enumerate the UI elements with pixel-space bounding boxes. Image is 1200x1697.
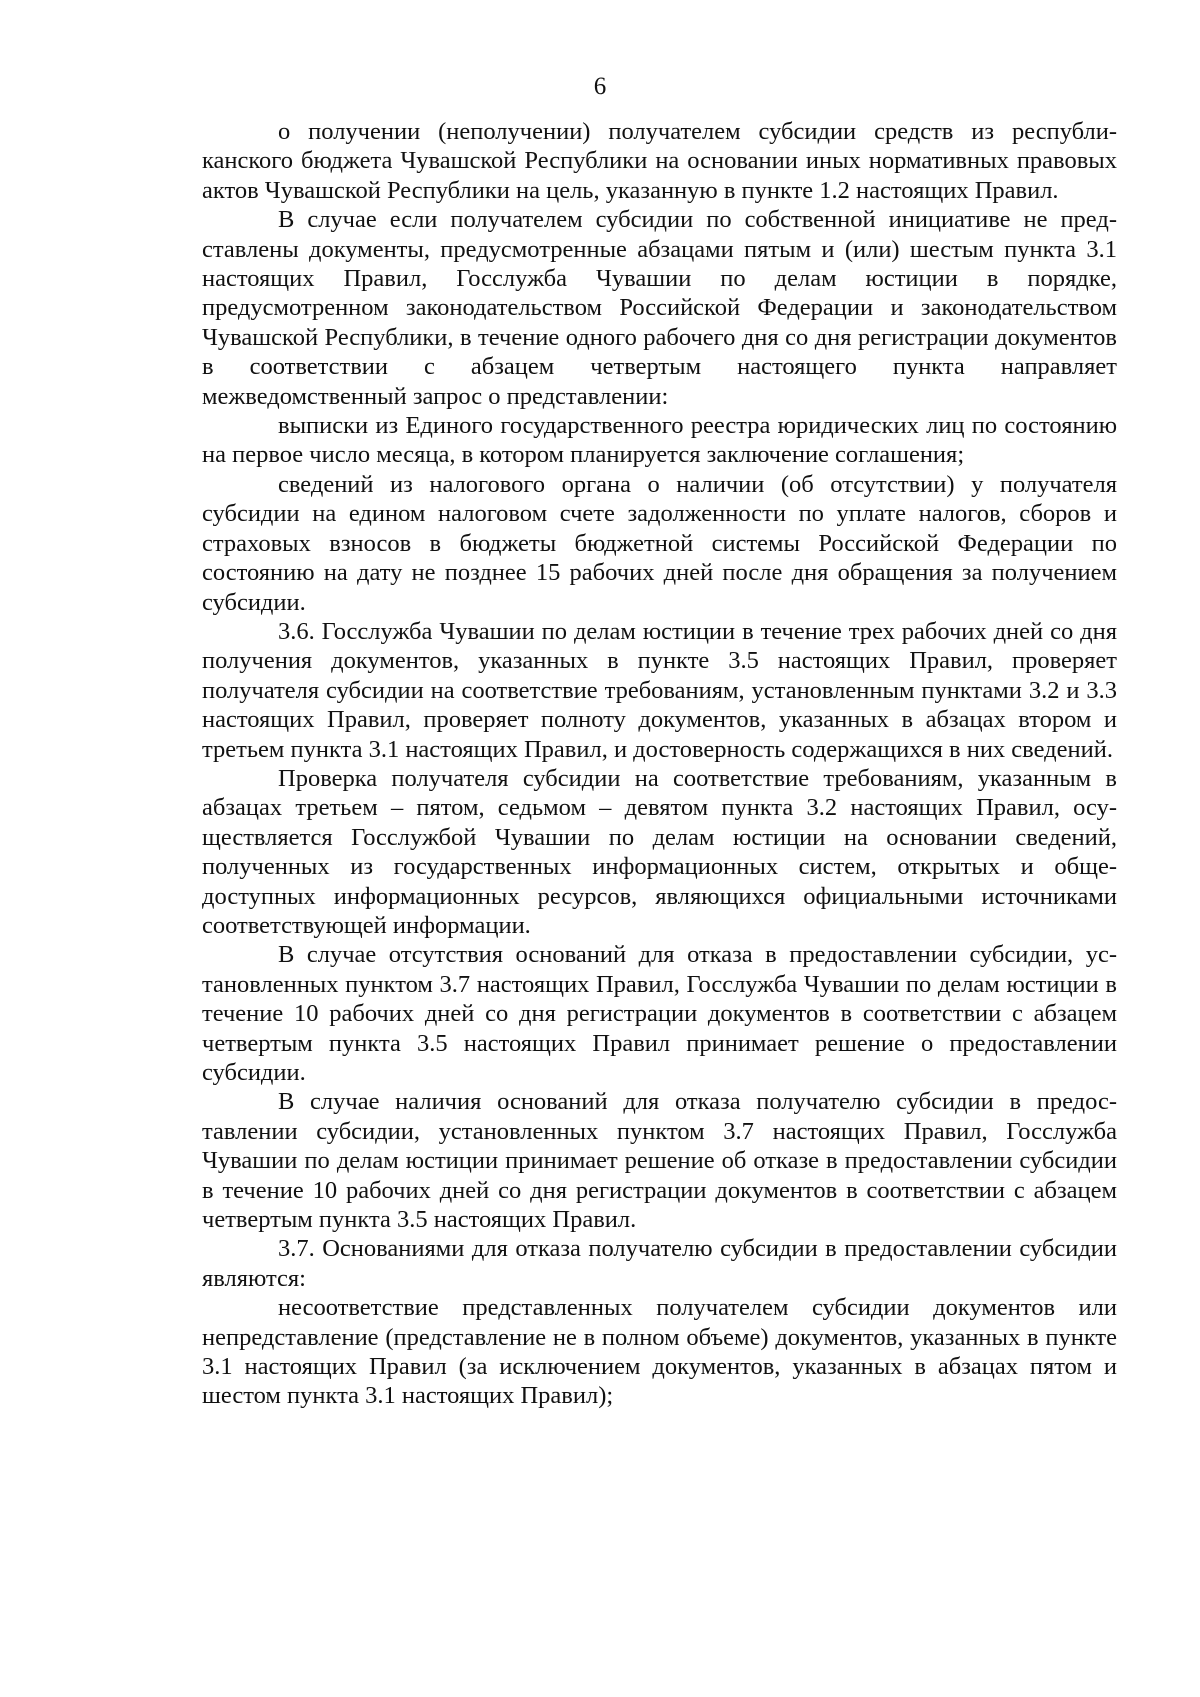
- paragraph-tax-information: сведений из налогового органа о наличии (об отсутствии) у получателя субсидии на едином налоговом счете задолженности по уплате налогов, сборов и страховых взносов в бюджеты бюджетной системы Российской Федерации по состоянию на дату не позднее 15 рабочих дней после дня обращения за получением субсидии.: [202, 470, 1117, 616]
- paragraph-recipient-check: Проверка получателя субсидии на соответствие требованиям, указанным в абзацах третьем – пятом, седьмом – девятом пункта 3.2 настоящих Правил, осуществляется Госслужбой Чувашии по делам юстиции на основании сведений, полученных из государственных информационных систем, открытых и общедоступных информационных ресурсов, являющихся официальными источниками соответствующей информации.: [202, 764, 1117, 939]
- document-body: [202, 117, 1117, 1411]
- paragraph-3-7: 3.7. Основаниями для отказа получателю субсидии в предоставлении субсидии являются:: [202, 1235, 1117, 1292]
- paragraph-grant-decision: В случае отсутствия оснований для отказа в предоставлении субсидии, установленных пунктом 3.7 настоящих Правил, Госслужба Чувашии по делам юстиции в течение 10 рабочих дней со дня регистрации документов в соответствии с абзацем четвертым пункта 3.5 настоящих Правил принимает решение о предоставлении субсидии.: [202, 941, 1117, 1086]
- paragraph-refusal-decision: В случае наличия оснований для отказа получателю субсидии в предоставлении субсидии, установленных пунктом 3.7 настоящих Правил, Госслужба Чувашии по делам юстиции принимает решение об отказе в предоставлении субсидии в течение 10 рабочих дней со дня регистрации документов в соответствии с абзацем четвертым пункта 3.5 настоящих Правил.: [202, 1088, 1117, 1234]
- paragraph-receipt-of-funds: о получении (неполучении) получателем субсидии средств из республиканского бюджета Чувашской Республики на основании иных нормативных правовых актов Чувашской Республики на цель, указанную в пункте 1.2 настоящих Правил.: [202, 118, 1117, 204]
- page-number: 6: [593, 73, 607, 100]
- paragraph-registry-extract: выписки из Единого государственного реестра юридических лиц по состоянию на первое число месяца, в котором планируется заключение соглашения;: [202, 412, 1117, 469]
- paragraph-interagency-request: В случае если получателем субсидии по собственной инициативе не представлены документы, предусмотренные абзацами пятым и (или) шестым пункта 3.1 настоящих Правил, Госслужба Чувашии по делам юстиции в порядке, предусмотренном законодательством Российской Федерации и законодательством Чувашской Республики, в течение одного рабочего дня со дня регистрации документов в соответствии с абзацем четвертым настоящего пункта направляет межведомственный запрос о представлении:: [202, 206, 1117, 410]
- paragraph-document-nonconformity: несоответствие представленных получателем субсидии документов или непредставление (представление не в полном объеме) документов, указанных в пункте 3.1 настоящих Правил (за исключением документов, указанных в абзацах пятом и шестом пункта 3.1 настоящих Правил);: [202, 1294, 1117, 1410]
- paragraph-3-6: 3.6. Госслужба Чувашии по делам юстиции в течение трех рабочих дней со дня получения документов, указанных в пункте 3.5 настоящих Правил, проверяет получателя субсидии на соответствие требованиям, установленным пунктами 3.2 и 3.3 настоящих Правил, проверяет полноту документов, указанных в абзацах втором и третьем пункта 3.1 настоящих Правил, и достоверность содержащихся в них сведений.: [202, 617, 1117, 763]
